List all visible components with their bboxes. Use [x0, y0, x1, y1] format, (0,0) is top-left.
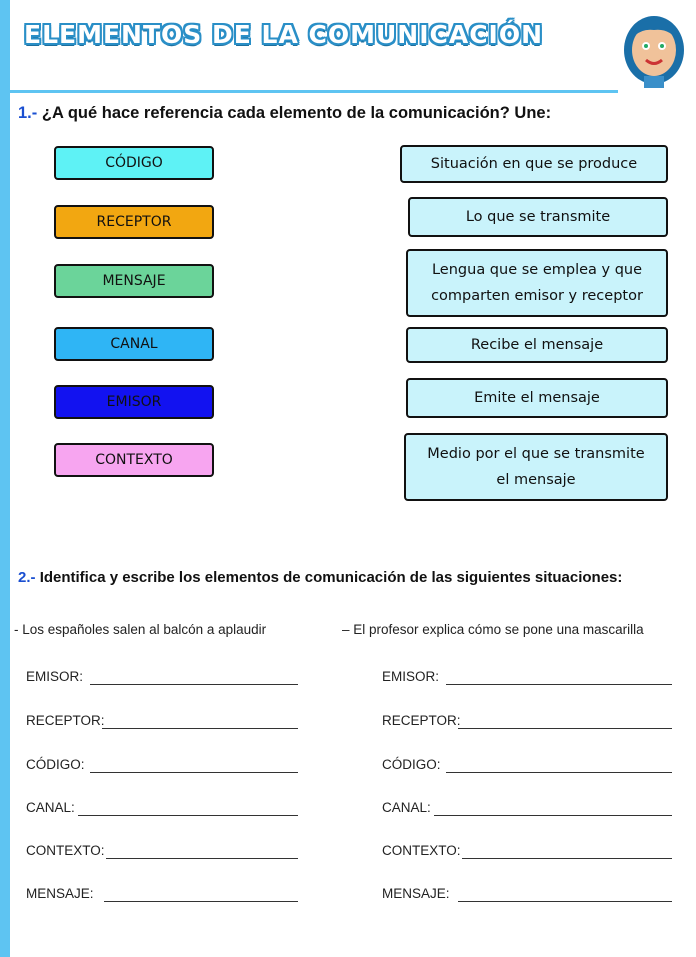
element-box-codigo[interactable]: CÓDIGO — [54, 146, 214, 180]
field-label-mensaje-right: MENSAJE: — [382, 886, 450, 901]
header-divider — [10, 90, 618, 93]
field-label-codigo-left: CÓDIGO: — [26, 757, 85, 772]
teacher-avatar-icon — [616, 14, 692, 90]
question-2-title — [18, 569, 622, 586]
definition-line: Situación en que se produce — [430, 156, 638, 172]
definition-box-1[interactable] — [400, 145, 668, 183]
definition-line: Medio por el que se transmite — [427, 446, 645, 462]
field-label-contexto-right: CONTEXTO: — [382, 843, 461, 858]
definition-line: Emite el mensaje — [474, 390, 600, 406]
field-label-codigo-right: CÓDIGO: — [382, 757, 441, 772]
element-box-canal[interactable]: CANAL — [54, 327, 214, 361]
field-label-contexto-left: CONTEXTO: — [26, 843, 105, 858]
answer-line-receptor-right[interactable] — [458, 728, 672, 729]
answer-line-emisor-left[interactable] — [90, 684, 298, 685]
element-box-receptor[interactable]: RECEPTOR — [54, 205, 214, 239]
page-title: ELEMENTOS DE LA COMUNICACIÓN — [24, 20, 544, 49]
answer-line-canal-left[interactable] — [78, 815, 298, 816]
field-label-canal-right: CANAL: — [382, 800, 431, 815]
answer-line-codigo-left[interactable] — [90, 772, 298, 773]
definition-box-3[interactable] — [406, 249, 668, 317]
answer-line-mensaje-right[interactable] — [458, 901, 672, 902]
situation-left: - Los españoles salen al balcón a aplaudir — [14, 622, 267, 637]
question-2-text: Identifica y escribe los elementos de comunicación de las siguientes situaciones: — [39, 569, 623, 586]
question-2-number: 2.- — [18, 569, 36, 586]
question-1-text: ¿A qué hace referencia cada elemento de la comunicación? Une: — [41, 104, 552, 122]
field-label-receptor-left: RECEPTOR: — [26, 713, 105, 728]
field-label-canal-left: CANAL: — [26, 800, 75, 815]
definition-box-2[interactable] — [408, 197, 668, 237]
field-label-emisor-right: EMISOR: — [382, 669, 440, 684]
definition-line: Lo que se transmite — [465, 209, 611, 225]
answer-line-contexto-left[interactable] — [106, 858, 298, 859]
question-1-number: 1.- — [18, 104, 38, 122]
answer-line-canal-right[interactable] — [434, 815, 672, 816]
element-box-contexto[interactable]: CONTEXTO — [54, 443, 214, 477]
definition-line: Lengua que se emplea y que — [431, 262, 643, 278]
element-box-mensaje[interactable]: MENSAJE — [54, 264, 214, 298]
situation-right: – El profesor explica cómo se pone una mascarilla — [342, 622, 644, 637]
answer-line-contexto-right[interactable] — [462, 858, 672, 859]
answer-line-codigo-right[interactable] — [446, 772, 672, 773]
answer-line-emisor-right[interactable] — [446, 684, 672, 685]
element-box-emisor[interactable]: EMISOR — [54, 385, 214, 419]
definition-line: comparten emisor y receptor — [431, 288, 643, 304]
question-1-title — [18, 104, 551, 123]
field-label-emisor-left: EMISOR: — [26, 669, 84, 684]
answer-line-receptor-left[interactable] — [102, 728, 298, 729]
definition-line: Recibe el mensaje — [470, 337, 604, 353]
definition-box-5[interactable] — [406, 378, 668, 418]
definition-line: el mensaje — [496, 472, 576, 488]
answer-line-mensaje-left[interactable] — [104, 901, 298, 902]
field-label-receptor-right: RECEPTOR: — [382, 713, 461, 728]
worksheet — [10, 0, 696, 957]
header — [10, 0, 696, 92]
definition-box-4[interactable] — [406, 327, 668, 363]
definition-box-6[interactable] — [404, 433, 668, 501]
field-label-mensaje-left: MENSAJE: — [26, 886, 94, 901]
